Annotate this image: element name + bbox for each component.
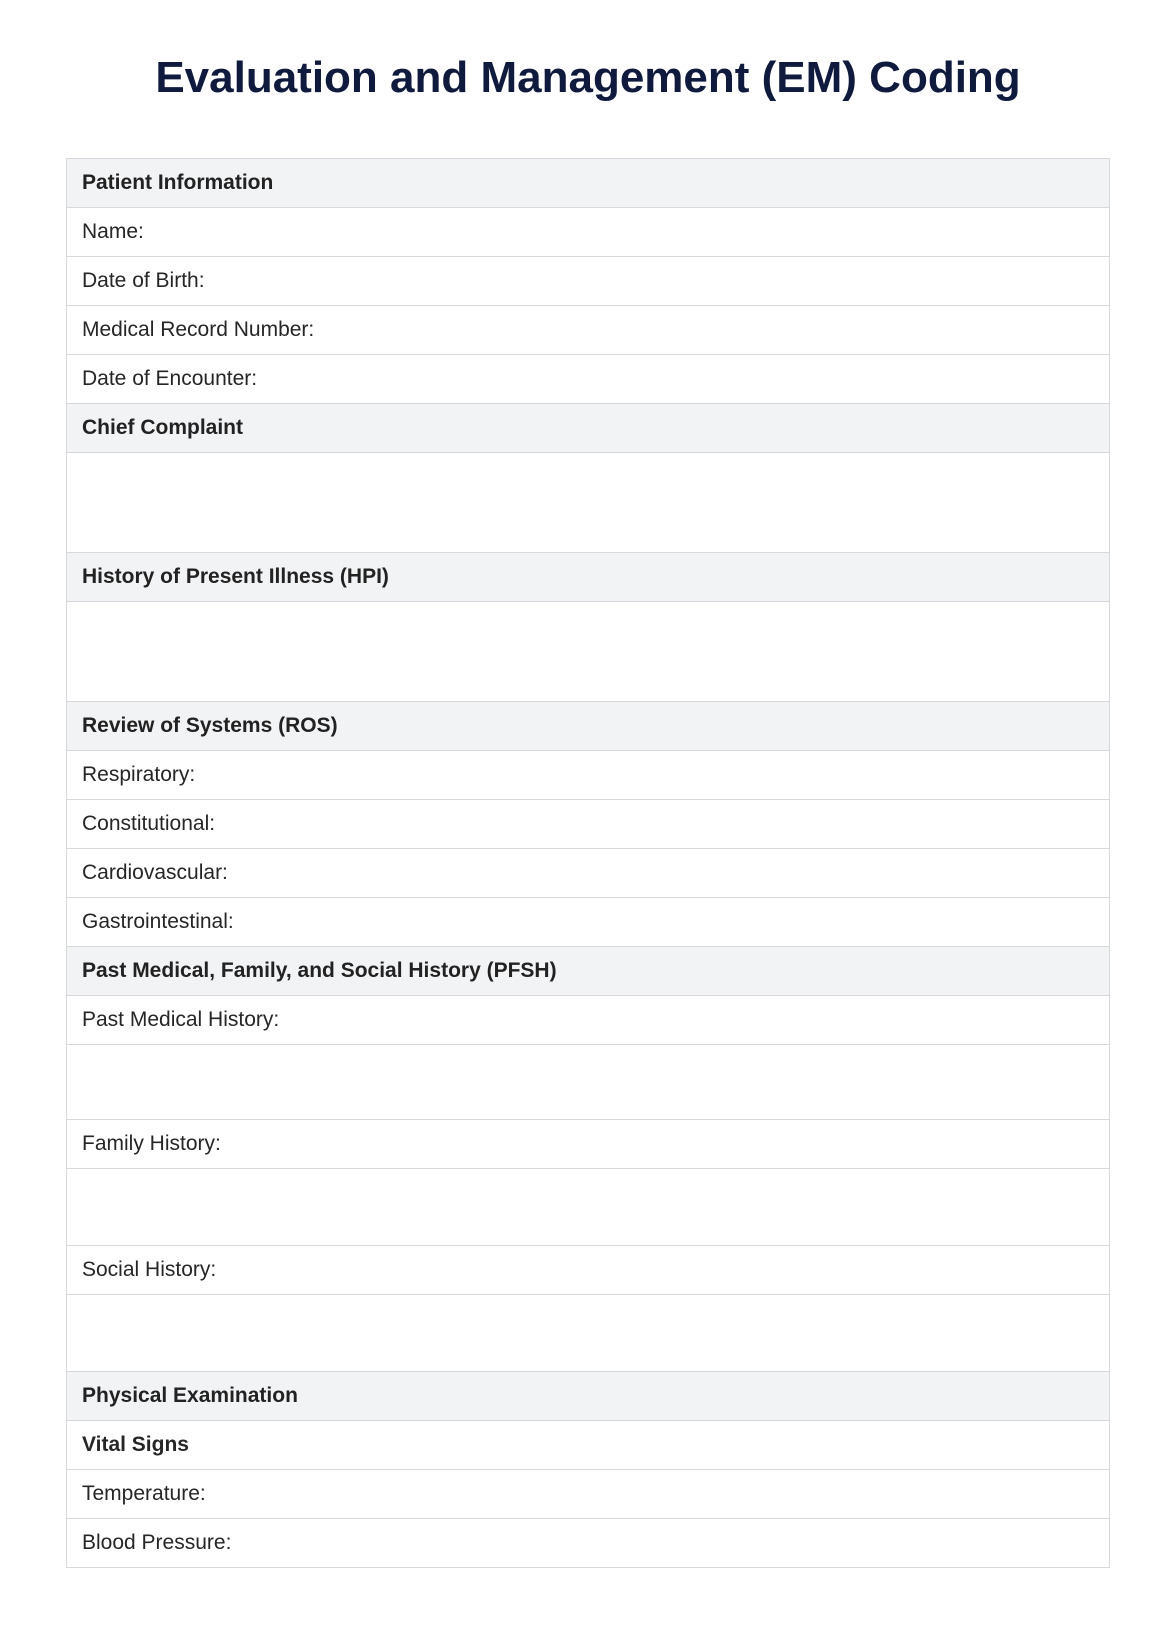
field-name[interactable]: Name: bbox=[67, 207, 1109, 256]
field-past-medical-history: Past Medical History: bbox=[67, 995, 1109, 1044]
section-header-patient-information: Patient Information bbox=[67, 159, 1109, 207]
section-header-ros: Review of Systems (ROS) bbox=[67, 701, 1109, 750]
document-title: Evaluation and Management (EM) Coding bbox=[155, 53, 1021, 102]
section-header-pfsh: Past Medical, Family, and Social History (PFSH) bbox=[67, 946, 1109, 995]
field-blood-pressure[interactable]: Blood Pressure: bbox=[67, 1518, 1109, 1567]
field-gastrointestinal[interactable]: Gastrointestinal: bbox=[67, 897, 1109, 946]
section-header-chief-complaint: Chief Complaint bbox=[67, 403, 1109, 452]
section-header-physical-examination: Physical Examination bbox=[67, 1371, 1109, 1420]
family-history-entry-area[interactable] bbox=[67, 1168, 1109, 1245]
section-header-hpi: History of Present Illness (HPI) bbox=[67, 552, 1109, 601]
subheader-vital-signs: Vital Signs bbox=[67, 1420, 1109, 1469]
field-cardiovascular[interactable]: Cardiovascular: bbox=[67, 848, 1109, 897]
field-social-history: Social History: bbox=[67, 1245, 1109, 1294]
field-temperature[interactable]: Temperature: bbox=[67, 1469, 1109, 1518]
field-constitutional[interactable]: Constitutional: bbox=[67, 799, 1109, 848]
field-date-of-encounter[interactable]: Date of Encounter: bbox=[67, 354, 1109, 403]
hpi-entry-area[interactable] bbox=[67, 601, 1109, 701]
field-respiratory[interactable]: Respiratory: bbox=[67, 750, 1109, 799]
field-family-history: Family History: bbox=[67, 1119, 1109, 1168]
em-coding-form bbox=[66, 158, 1110, 1568]
field-medical-record-number[interactable]: Medical Record Number: bbox=[67, 305, 1109, 354]
social-history-entry-area[interactable] bbox=[67, 1294, 1109, 1371]
field-date-of-birth[interactable]: Date of Birth: bbox=[67, 256, 1109, 305]
past-medical-history-entry-area[interactable] bbox=[67, 1044, 1109, 1119]
chief-complaint-entry-area[interactable] bbox=[67, 452, 1109, 552]
